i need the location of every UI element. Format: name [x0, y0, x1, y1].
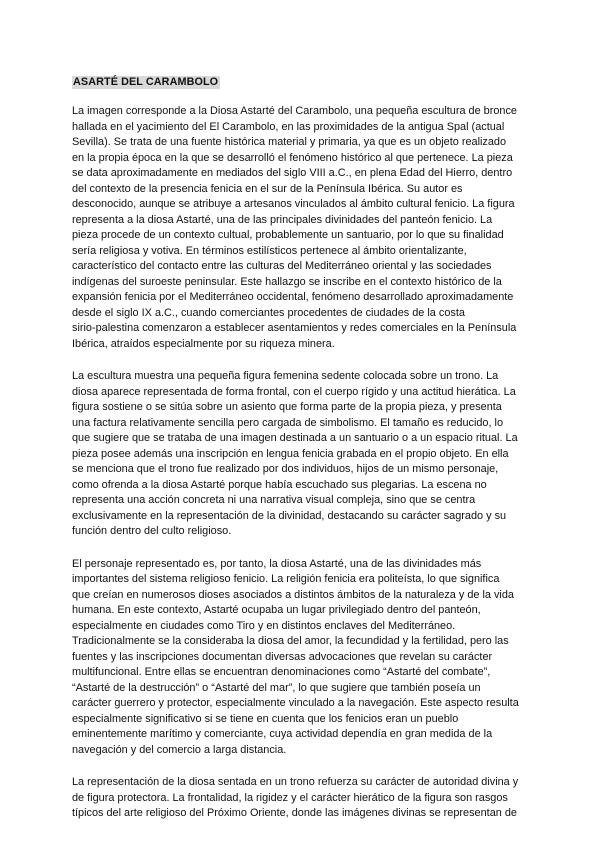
paragraph-introduction: [72, 104, 532, 352]
text-line: pieza posee además una inscripción en lengua fenicia grabada en el propio objeto. En ella: [72, 447, 509, 460]
text-line: de figura protectora. La frontalidad, la rigidez y el carácter hierático de la figura son rasgos: [72, 791, 508, 804]
text-line: eminentemente marítimo y comerciante, cuya actividad dependía en gran medida de la: [72, 728, 493, 740]
text-line: función dentro del culto religioso.: [72, 525, 232, 537]
text-line: expansión fenicia por el Mediterráneo occidental, fenómeno desarrollado aproximadamente: [72, 291, 514, 303]
text-line: importantes del sistema religioso fenicio. La religión fenicia era politeísta, lo que significa: [72, 573, 500, 585]
text-line: El personaje representado es, por tanto, la diosa Astarté, una de las divinidades más: [72, 557, 482, 570]
text-line: La escultura muestra una pequeña figura femenina sedente colocada sobre un trono. La: [72, 370, 499, 382]
text-line: del contexto de la presencia fenicia en el sur de la Península Ibérica. Su autor es: [72, 182, 463, 195]
text-line: Tradicionalmente se la consideraba la diosa del amor, la fecundidad y la fertilidad, pero las: [72, 635, 509, 647]
text-line: que creían en numerosos dioses asociados a distintos ámbitos de la naturaleza y de la vida: [72, 588, 514, 601]
text-line: carácter guerrero y protector, especialmente vinculado a la navegación. Este aspecto resulta: [72, 697, 519, 709]
text-line: figura sostiene o se sitúa sobre un asiento que forma parte de la propia pieza, y presenta: [72, 401, 502, 413]
text-line: humana. En este contexto, Astarté ocupaba un lugar privilegiado dentro del panteón,: [72, 604, 481, 616]
text-line: sería religiosa y votiva. En términos estilísticos pertenece al ámbito orientalizante,: [72, 244, 467, 257]
text-line: diosa aparece representada de forma frontal, con el cuerpo rígido y una actitud hierática. La: [72, 385, 516, 398]
text-line: especialmente significativo si se tiene en cuenta que los fenicios eran un pueblo: [72, 712, 459, 725]
text-line: indígenas del suroeste peninsular. Este hallazgo se inscribe en el contexto histórico de la: [72, 275, 502, 288]
text-line: una factura relativamente sencilla pero cargada de simbolismo. El tamaño es reducido, lo: [72, 416, 504, 429]
text-line: se data aproximadamente en mediados del siglo VIII a.C., en plena Edad del Hierro, dentro: [72, 167, 513, 179]
text-line: característico del contacto entre las culturas del Mediterráneo oriental y las sociedades: [72, 260, 492, 272]
text-line: representa a la diosa Astarté, una de las principales divinidades del panteón fenicio. La: [72, 213, 493, 226]
paragraph-character: [72, 557, 532, 759]
document-body: [72, 72, 532, 822]
text-line: típicos del arte religioso del Próximo Oriente, donde las imágenes divinas se representan de: [72, 807, 517, 819]
text-line: fuentes y las inscripciones documentan diversas advocaciones que revelan su carácter: [72, 650, 493, 663]
text-line: Sevilla). Se trata de una fuente histórica material y primaria, ya que es un objeto realizado: [72, 136, 507, 148]
text-line: representa una acción concreta ni una narrativa visual compleja, sino que se centra: [72, 494, 476, 506]
text-line: que sugiere que se trataba de una imagen destinada a un santuario o a un espacio ritual. La: [72, 432, 518, 444]
text-line: multifuncional. Entre ellas se encuentran denominaciones como “Astarté del combate”,: [72, 666, 491, 678]
text-line: en la propia época en la que se desarrolló el fenómeno histórico al que pertenece. La pieza: [72, 151, 513, 164]
text-line: pieza procede de un contexto cultual, probablemente un santuario, por lo que su finalidad: [72, 229, 504, 241]
text-line: exclusivamente en la representación de la divinidad, destacando su carácter sagrado y su: [72, 509, 507, 522]
text-line: se menciona que el trono fue realizado por dos individuos, hijos de un mismo personaje,: [72, 463, 499, 475]
paragraph-description: [72, 369, 532, 540]
text-line: La representación de la diosa sentada en un trono refuerza su carácter de autoridad divina y: [72, 776, 519, 788]
text-line: especialmente en ciudades como Tiro y en distintos enclaves del Mediterráneo.: [72, 619, 456, 632]
text-line: desconocido, aunque se atribuye a artesanos vinculados al ámbito cultural fenicio. La figura: [72, 198, 515, 210]
paragraph-representation: [72, 775, 532, 822]
document-title: ASARTÉ DEL CARAMBOLO: [73, 76, 219, 88]
text-line: “Astarté de la destrucción” o “Astarté del mar”, lo que sugiere que también poseía un: [72, 681, 481, 694]
text-line: La imagen corresponde a la Diosa Astarté del Carambolo, una pequeña escultura de bronce: [72, 105, 517, 117]
text-line: desde el siglo IX a.C., cuando comerciantes procedentes de ciudades de la costa: [72, 306, 465, 319]
text-line: como ofrenda a la diosa Astarté porque había escuchado sus plegarias. La escena no: [72, 478, 487, 491]
text-line: hallada en el yacimiento del El Carambolo, en las proximidades de la antigua Spal (actual: [72, 120, 505, 133]
text-line: sirio-palestina comenzaron a establecer asentamientos y redes comerciales en la Península: [72, 322, 517, 334]
text-line: navegación y del comercio a larga distancia.: [72, 743, 287, 756]
text-line: Ibérica, atraídos especialmente por su riqueza minera.: [72, 337, 335, 350]
